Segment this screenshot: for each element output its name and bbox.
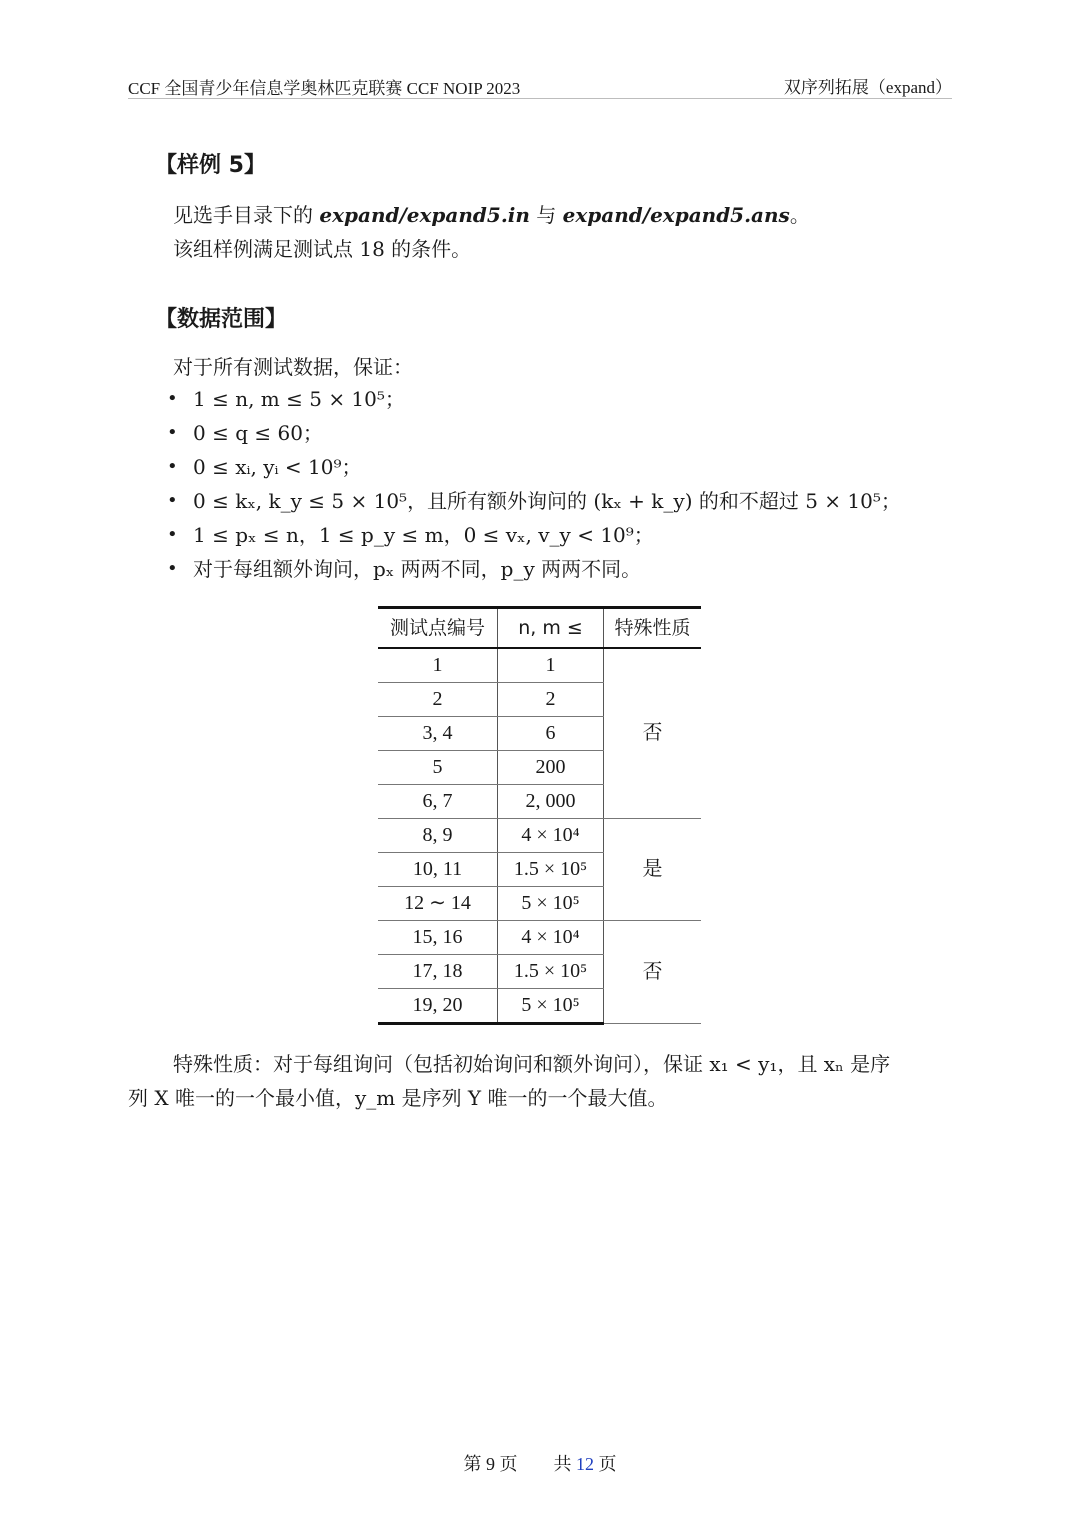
data-range-heading: 【数据范围】 [155,307,288,332]
header-nm-limit: n, m ≤ [498,608,604,649]
cell-limit: 200 [498,751,604,785]
cell-limit: 5 × 10⁵ [498,887,604,921]
sample5-line1-mid: 与 [529,203,563,227]
cell-testcase: 8, 9 [378,819,498,853]
cell-limit: 2 [498,683,604,717]
page-footer [0,1450,1080,1476]
total-pages-link[interactable]: 12 [576,1454,594,1474]
cell-testcase: 1 [378,648,498,683]
sample5-input-file: expand/expand5.in [319,203,530,227]
table-row [378,819,701,853]
cell-limit: 2, 000 [498,785,604,819]
table-row [378,648,701,683]
testcase-table [378,606,701,1025]
constraint-list [165,383,901,587]
footer-page-post: 页 [495,1454,518,1474]
sample5-line1-suffix: 。 [789,203,810,227]
cell-special: 否 [604,648,702,819]
sample5-line1-prefix: 见选手目录下的 [173,203,320,227]
constraint-item: • 1 ≤ pₓ ≤ n，1 ≤ p_y ≤ m，0 ≤ vₓ, v_y < 10⁹； [165,519,901,553]
header-contest-title: CCF 全国青少年信息学奥林匹克联赛 CCF NOIP 2023 [128,79,521,98]
footer-total-pre: 共 [553,1454,576,1474]
cell-special: 是 [604,819,702,921]
special-note-line1: 特殊性质：对于每组询问（包括初始询问和额外询问），保证 x₁ < y₁，且 xₙ 是序 [173,1052,891,1076]
header-problem-title: 双序列拓展（expand） [783,78,952,97]
cell-limit: 1.5 × 10⁵ [498,955,604,989]
data-range-intro: 对于所有测试数据，保证： [173,355,413,379]
table-header-row [378,608,701,649]
cell-limit: 6 [498,717,604,751]
cell-testcase: 17, 18 [378,955,498,989]
cell-testcase: 10, 11 [378,853,498,887]
special-note-line2: 列 X 唯一的一个最小值，y_m 是序列 Y 唯一的一个最大值。 [128,1086,668,1110]
page-header [128,72,952,99]
cell-testcase: 15, 16 [378,921,498,955]
constraint-item: • 0 ≤ kₓ, k_y ≤ 5 × 10⁵，且所有额外询问的 (kₓ + k_y) 的和不超过 5 × 10⁵； [165,485,901,519]
constraint-item: • 0 ≤ xᵢ, yᵢ < 10⁹； [165,451,901,485]
constraint-item: • 0 ≤ q ≤ 60； [165,417,901,451]
cell-testcase: 6, 7 [378,785,498,819]
cell-testcase: 19, 20 [378,989,498,1024]
cell-limit: 4 × 10⁴ [498,921,604,955]
cell-testcase: 2 [378,683,498,717]
sample5-answer-file: expand/expand5.ans [562,203,790,227]
cell-limit: 5 × 10⁵ [498,989,604,1024]
cell-testcase: 5 [378,751,498,785]
cell-limit: 1 [498,648,604,683]
cell-testcase: 3, 4 [378,717,498,751]
sample5-heading: 【样例 5】 [155,153,266,178]
header-testcase-id: 测试点编号 [378,608,498,649]
footer-page-pre: 第 [463,1454,486,1474]
cell-limit: 1.5 × 10⁵ [498,853,604,887]
constraint-item: • 1 ≤ n, m ≤ 5 × 10⁵； [165,383,901,417]
sample5-line1 [173,199,810,228]
constraint-item: • 对于每组额外询问，pₓ 两两不同，p_y 两两不同。 [165,553,901,587]
table-row [378,921,701,955]
cell-testcase: 12 ∼ 14 [378,887,498,921]
sample5-line2: 该组样例满足测试点 18 的条件。 [173,237,472,261]
footer-total-post: 页 [594,1454,617,1474]
current-page-number: 9 [486,1454,495,1474]
cell-special: 否 [604,921,702,1024]
cell-limit: 4 × 10⁴ [498,819,604,853]
header-special-property: 特殊性质 [604,608,702,649]
